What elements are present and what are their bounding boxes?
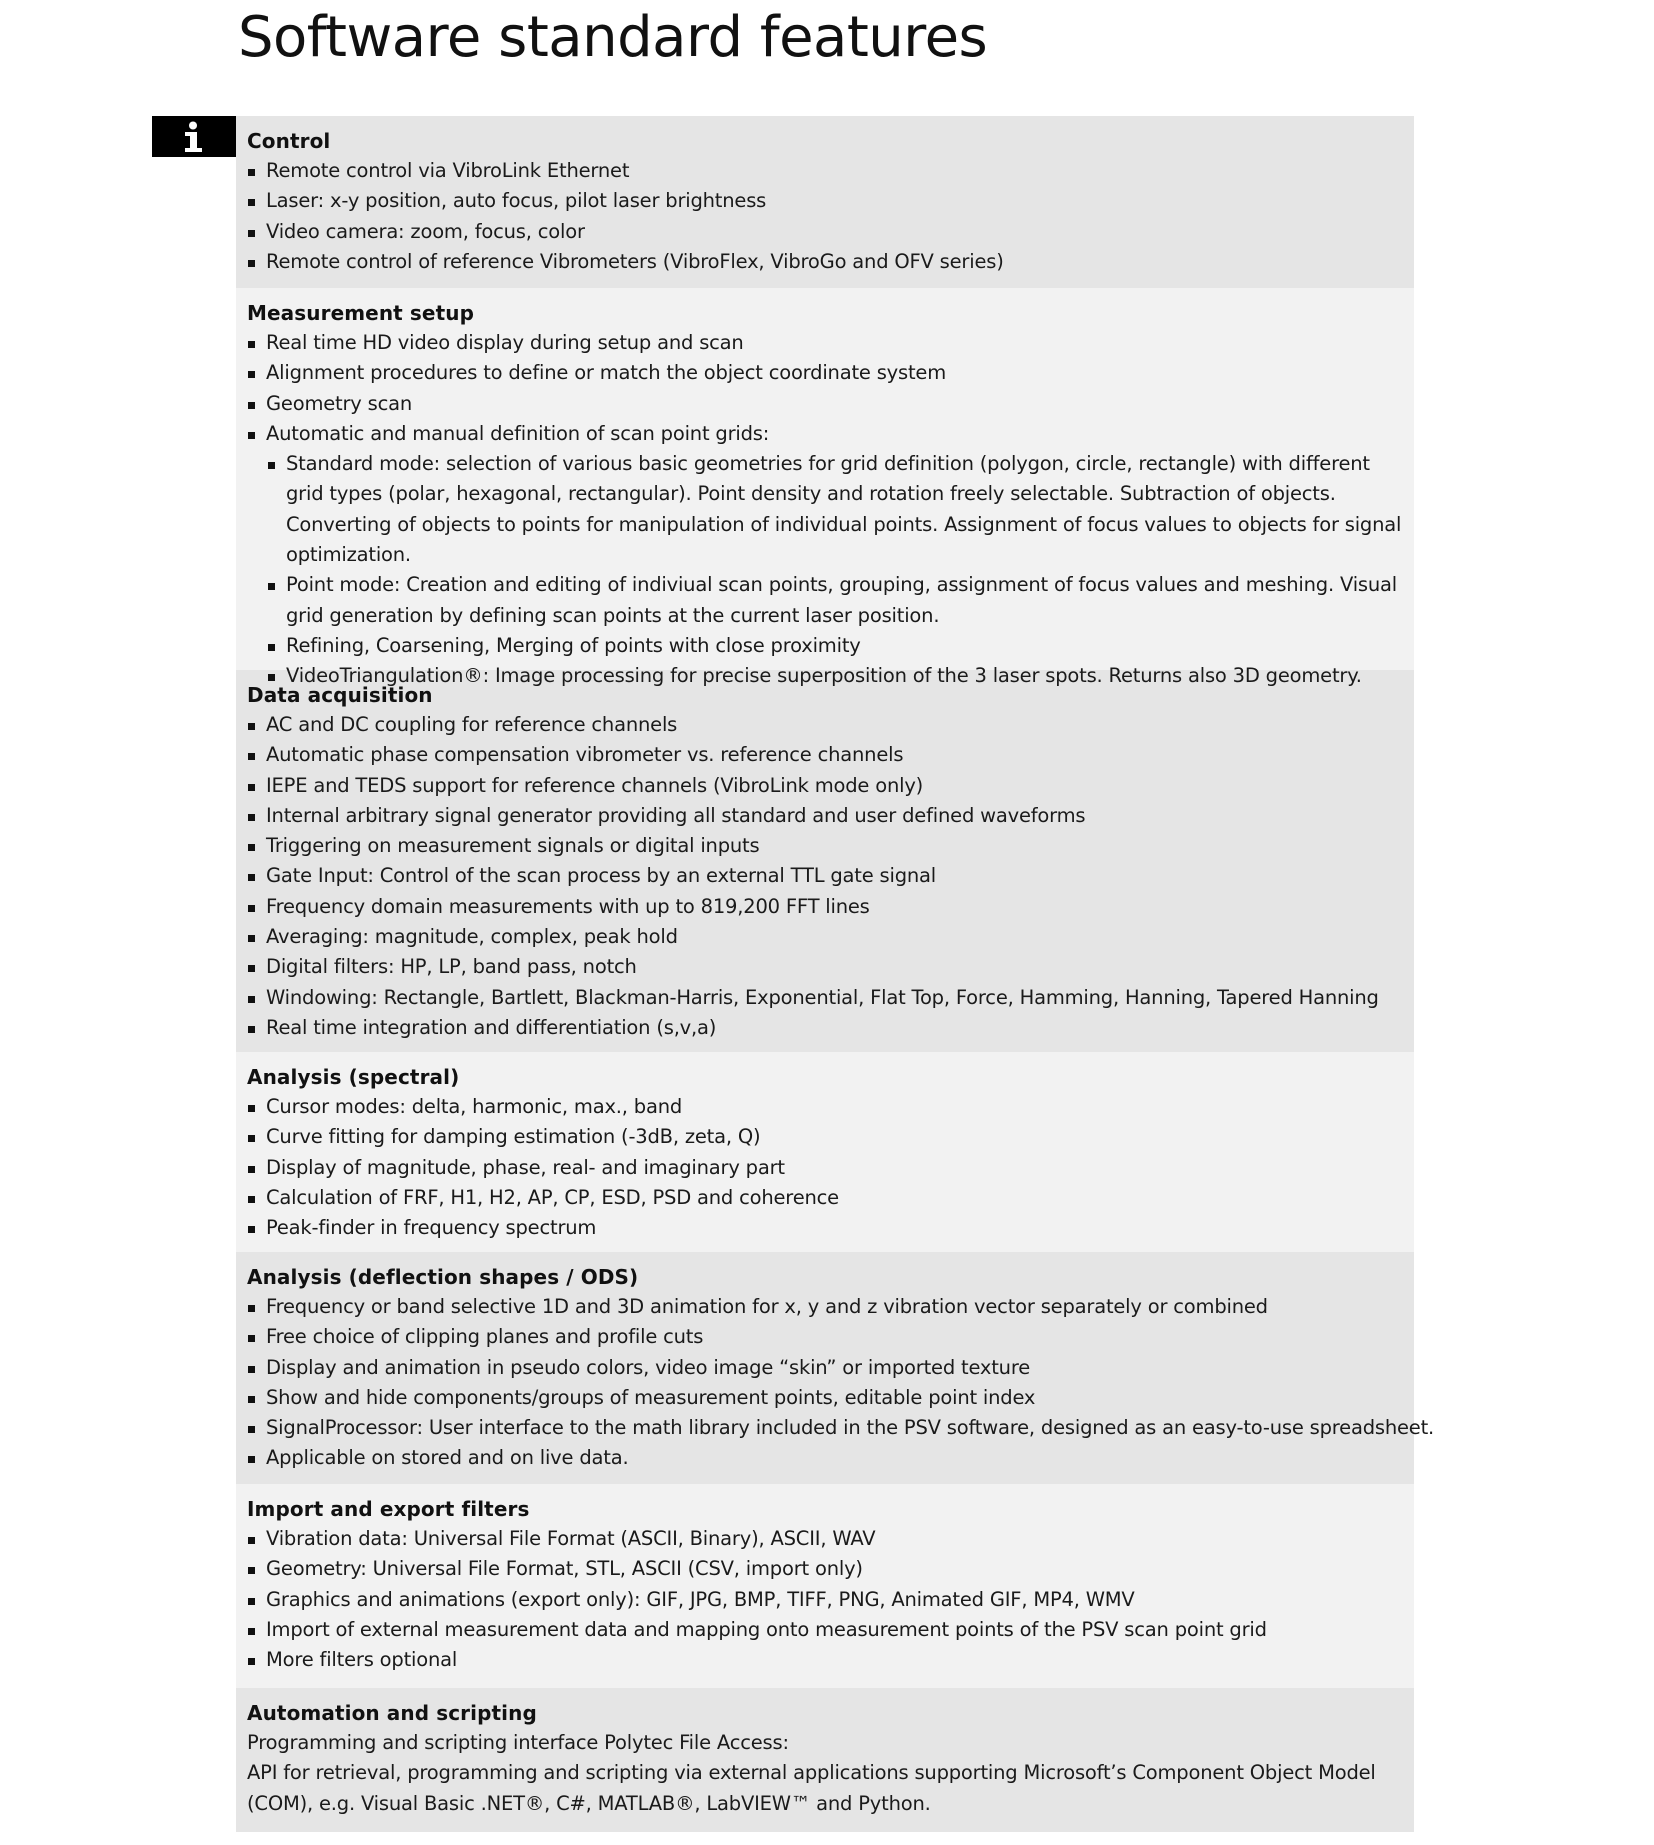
info-badge (152, 116, 236, 157)
list-item: More filters optional (247, 1645, 1404, 1675)
sub-list-item: Point mode: Creation and editing of indiviual scan points, grouping, assignment of focus values and meshing. Visual grid generation by defining scan points at the current laser position. (267, 570, 1404, 631)
list-item: Triggering on measurement signals or digital inputs (247, 831, 1404, 861)
bullet-list (247, 156, 1404, 277)
section-import-export-filters (236, 1484, 1414, 1688)
list-item: Cursor modes: delta, harmonic, max., band (247, 1092, 1404, 1122)
section-title: Control (247, 129, 331, 153)
list-item: IEPE and TEDS support for reference channels (VibroLink mode only) (247, 771, 1404, 801)
bullet-list (247, 328, 1404, 692)
paragraph: API for retrieval, programming and scripting via external applications supporting Microsoft’s Component Object Model (COM), e.g. Visual Basic .NET®, C#, MATLAB®, LabVIEW™ and Python. (247, 1761, 1376, 1815)
list-item: Windowing: Rectangle, Bartlett, Blackman-Harris, Exponential, Flat Top, Force, Hamming, Hanning, Tapered Hanning (247, 983, 1404, 1013)
list-item: Import of external measurement data and mapping onto measurement points of the PSV scan point grid (247, 1615, 1404, 1645)
list-item: Real time HD video display during setup and scan (247, 328, 1404, 358)
list-item: Display and animation in pseudo colors, video image “skin” or imported texture (247, 1353, 1404, 1383)
section-title: Import and export filters (247, 1497, 530, 1521)
list-item: Automatic phase compensation vibrometer vs. reference channels (247, 740, 1404, 770)
list-item: Digital filters: HP, LP, band pass, notch (247, 952, 1404, 982)
list-item: Free choice of clipping planes and profile cuts (247, 1322, 1404, 1352)
list-item: Display of magnitude, phase, real- and imaginary part (247, 1153, 1404, 1183)
sub-list-item: Refining, Coarsening, Merging of points with close proximity (267, 631, 1404, 661)
list-item: Applicable on stored and on live data. (247, 1443, 1404, 1473)
section-analysis-spectral (236, 1052, 1414, 1252)
bullet-list (247, 710, 1404, 1043)
sub-list-item: Standard mode: selection of various basic geometries for grid definition (polygon, circle, rectangle) with different grid types (polar, hexagonal, rectangular). Point density and rotation freely selectable. Subtraction of objects. Converting of objects to points for manipulation of individual points. Assignment of focus values to objects for signal optimization. (267, 449, 1404, 570)
list-item: Geometry scan (247, 389, 1404, 419)
bullet-list (247, 1524, 1404, 1675)
sub-list-item: VideoTriangulation®: Image processing for precise superposition of the 3 laser spots. Returns also 3D geometry. (267, 661, 1404, 691)
list-item: Internal arbitrary signal generator providing all standard and user defined waveforms (247, 801, 1404, 831)
section-measurement-setup (236, 288, 1414, 688)
list-item: Frequency domain measurements with up to 819,200 FFT lines (247, 892, 1404, 922)
section-title: Analysis (deflection shapes / ODS) (247, 1265, 639, 1289)
section-control (236, 116, 1414, 288)
list-item: Averaging: magnitude, complex, peak hold (247, 922, 1404, 952)
section-data-acquisition (236, 670, 1414, 1052)
list-item: Alignment procedures to define or match the object coordinate system (247, 358, 1404, 388)
list-item: Calculation of FRF, H1, H2, AP, CP, ESD, PSD and coherence (247, 1183, 1404, 1213)
list-item: Video camera: zoom, focus, color (247, 217, 1404, 247)
list-item: Gate Input: Control of the scan process by an external TTL gate signal (247, 861, 1404, 891)
list-item: Real time integration and differentiation (s,v,a) (247, 1013, 1404, 1043)
list-item: Remote control of reference Vibrometers (VibroFlex, VibroGo and OFV series) (247, 247, 1404, 277)
section-title: Measurement setup (247, 301, 474, 325)
list-item: Graphics and animations (export only): GIF, JPG, BMP, TIFF, PNG, Animated GIF, MP4, WMV (247, 1585, 1404, 1615)
section-automation-scripting (236, 1688, 1414, 1832)
list-item: Show and hide components/groups of measurement points, editable point index (247, 1383, 1404, 1413)
list-item: Geometry: Universal File Format, STL, ASCII (CSV, import only) (247, 1554, 1404, 1584)
list-item: Automatic and manual definition of scan point grids: (247, 419, 1404, 449)
paragraph: Programming and scripting interface Polytec File Access: (247, 1731, 789, 1754)
list-item: Curve fitting for damping estimation (-3dB, zeta, Q) (247, 1122, 1404, 1152)
list-item: Peak-finder in frequency spectrum (247, 1213, 1404, 1243)
section-title: Analysis (spectral) (247, 1065, 460, 1089)
list-item: Remote control via VibroLink Ethernet (247, 156, 1404, 186)
bullet-list (247, 1092, 1404, 1243)
page-title: Software standard features (238, 5, 988, 70)
features-panel (236, 116, 1435, 1832)
bullet-list (247, 1292, 1435, 1474)
list-item: Vibration data: Universal File Format (ASCII, Binary), ASCII, WAV (247, 1524, 1404, 1554)
list-item: AC and DC coupling for reference channels (247, 710, 1404, 740)
info-icon (182, 121, 206, 153)
section-analysis-deflection-shapes (236, 1252, 1435, 1484)
section-title: Data acquisition (247, 683, 433, 707)
list-item: SignalProcessor: User interface to the math library included in the PSV software, designed as an easy-to-use spreadsheet. (247, 1413, 1404, 1443)
section-title: Automation and scripting (247, 1701, 537, 1725)
list-item: Laser: x-y position, auto focus, pilot laser brightness (247, 186, 1404, 216)
list-item: Frequency or band selective 1D and 3D animation for x, y and z vibration vector separately or combined (247, 1292, 1404, 1322)
